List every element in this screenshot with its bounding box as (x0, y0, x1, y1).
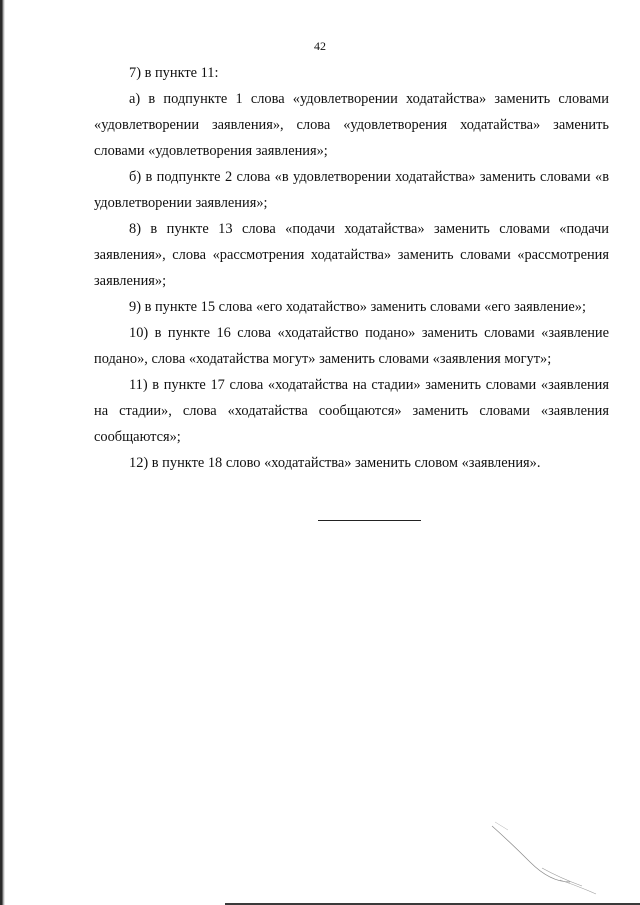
paragraph-item-9: 9) в пункте 15 слова «его ходатайство» заменить словами «его заявление»; (129, 299, 586, 315)
paragraph-item-8: 8) в пункте 13 слова «подачи ходатайства» заменить словами «подачи заявления», слова «рассмотрения ходатайства» заменить словами «рассмотрения заявления»; (94, 221, 609, 289)
scan-left-edge (0, 0, 5, 905)
page-number: 42 (314, 39, 326, 53)
paragraph-subitem-a: а) в подпункте 1 слова «удовлетворении ходатайства» заменить словами «удовлетворении заявления», слова «удовлетворения ходатайства» заменить словами «удовлетворения заявления»; (94, 91, 609, 159)
paragraph-subitem-b: б) в подпункте 2 слова «в удовлетворении ходатайства» заменить словами «в удовлетворении заявления»; (94, 169, 609, 211)
paragraph-item-12: 12) в пункте 18 слово «ходатайства» заменить словом «заявления». (129, 455, 541, 471)
document-body (94, 60, 609, 476)
paragraph-item-7: 7) в пункте 11: (129, 65, 219, 81)
paragraph-item-10: 10) в пункте 16 слова «ходатайство подано» заменить словами «заявление подано», слова «ходатайства могут» заменить словами «заявления могут»; (94, 325, 609, 367)
paragraph-item-11: 11) в пункте 17 слова «ходатайства на стадии» заменить словами «заявления на стадии», слова «ходатайства сообщаются» заменить словами «заявления сообщаются»; (94, 377, 609, 445)
scan-artifact-marks (490, 820, 600, 900)
end-separator-line (318, 520, 421, 521)
